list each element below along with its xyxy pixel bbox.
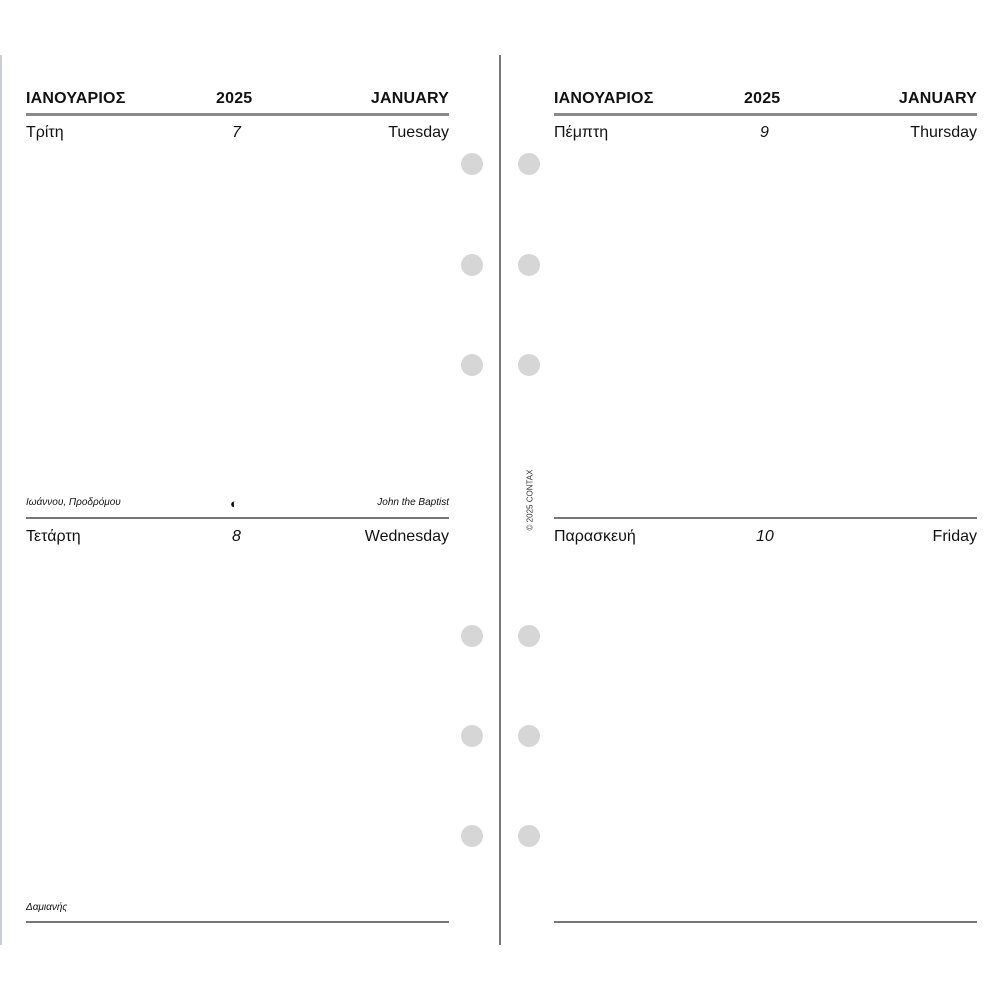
footer-rule	[26, 921, 449, 923]
binder-hole	[461, 254, 483, 276]
binder-hole	[518, 625, 540, 647]
english-day: Friday	[932, 528, 977, 545]
year: 2025	[216, 90, 253, 107]
binder-spine	[499, 55, 501, 945]
greek-month: ΙΑΝΟΥΑΡΙΟΣ	[26, 90, 126, 107]
copyright-notice: © 2025 CONTAX	[525, 469, 535, 531]
greek-day: Παρασκευή	[554, 528, 636, 545]
binder-hole	[518, 153, 540, 175]
feast-english: John the Baptist	[377, 497, 449, 508]
day-row-wednesday	[26, 528, 449, 552]
footer-rule	[554, 921, 977, 923]
right-page-header	[554, 90, 977, 114]
greek-day: Τετάρτη	[26, 528, 81, 545]
moon-phase-icon: ◐	[230, 496, 238, 511]
year: 2025	[744, 90, 781, 107]
day-row-friday	[554, 528, 977, 552]
feast-greek: Ιωάννου, Προδρόμου	[26, 497, 121, 508]
footer-nameday: Δαμιανής	[26, 902, 68, 913]
day-row-tuesday	[26, 124, 449, 148]
greek-day: Πέμπτη	[554, 124, 609, 141]
english-month: JANUARY	[898, 90, 977, 107]
english-day: Thursday	[910, 124, 977, 141]
day-number: 9	[760, 124, 769, 141]
binder-hole	[461, 153, 483, 175]
left-page-header	[26, 90, 449, 114]
binder-hole	[461, 625, 483, 647]
binder-hole	[461, 354, 483, 376]
feast-row	[26, 497, 449, 513]
header-rule	[554, 113, 977, 116]
binder-hole	[518, 825, 540, 847]
greek-day: Τρίτη	[26, 124, 64, 141]
english-day: Tuesday	[388, 124, 449, 141]
day-number: 8	[232, 528, 241, 545]
day-number: 10	[756, 528, 774, 545]
binder-hole	[518, 725, 540, 747]
english-month: JANUARY	[370, 90, 449, 107]
day-row-thursday	[554, 124, 977, 148]
day-divider	[554, 517, 977, 519]
day-divider	[26, 517, 449, 519]
binder-hole	[461, 825, 483, 847]
binder-hole	[518, 254, 540, 276]
greek-month: ΙΑΝΟΥΑΡΙΟΣ	[554, 90, 654, 107]
binder-hole	[461, 725, 483, 747]
english-day: Wednesday	[364, 528, 449, 545]
day-number: 7	[232, 124, 241, 141]
page-edge	[0, 55, 2, 945]
header-rule	[26, 113, 449, 116]
binder-hole	[518, 354, 540, 376]
